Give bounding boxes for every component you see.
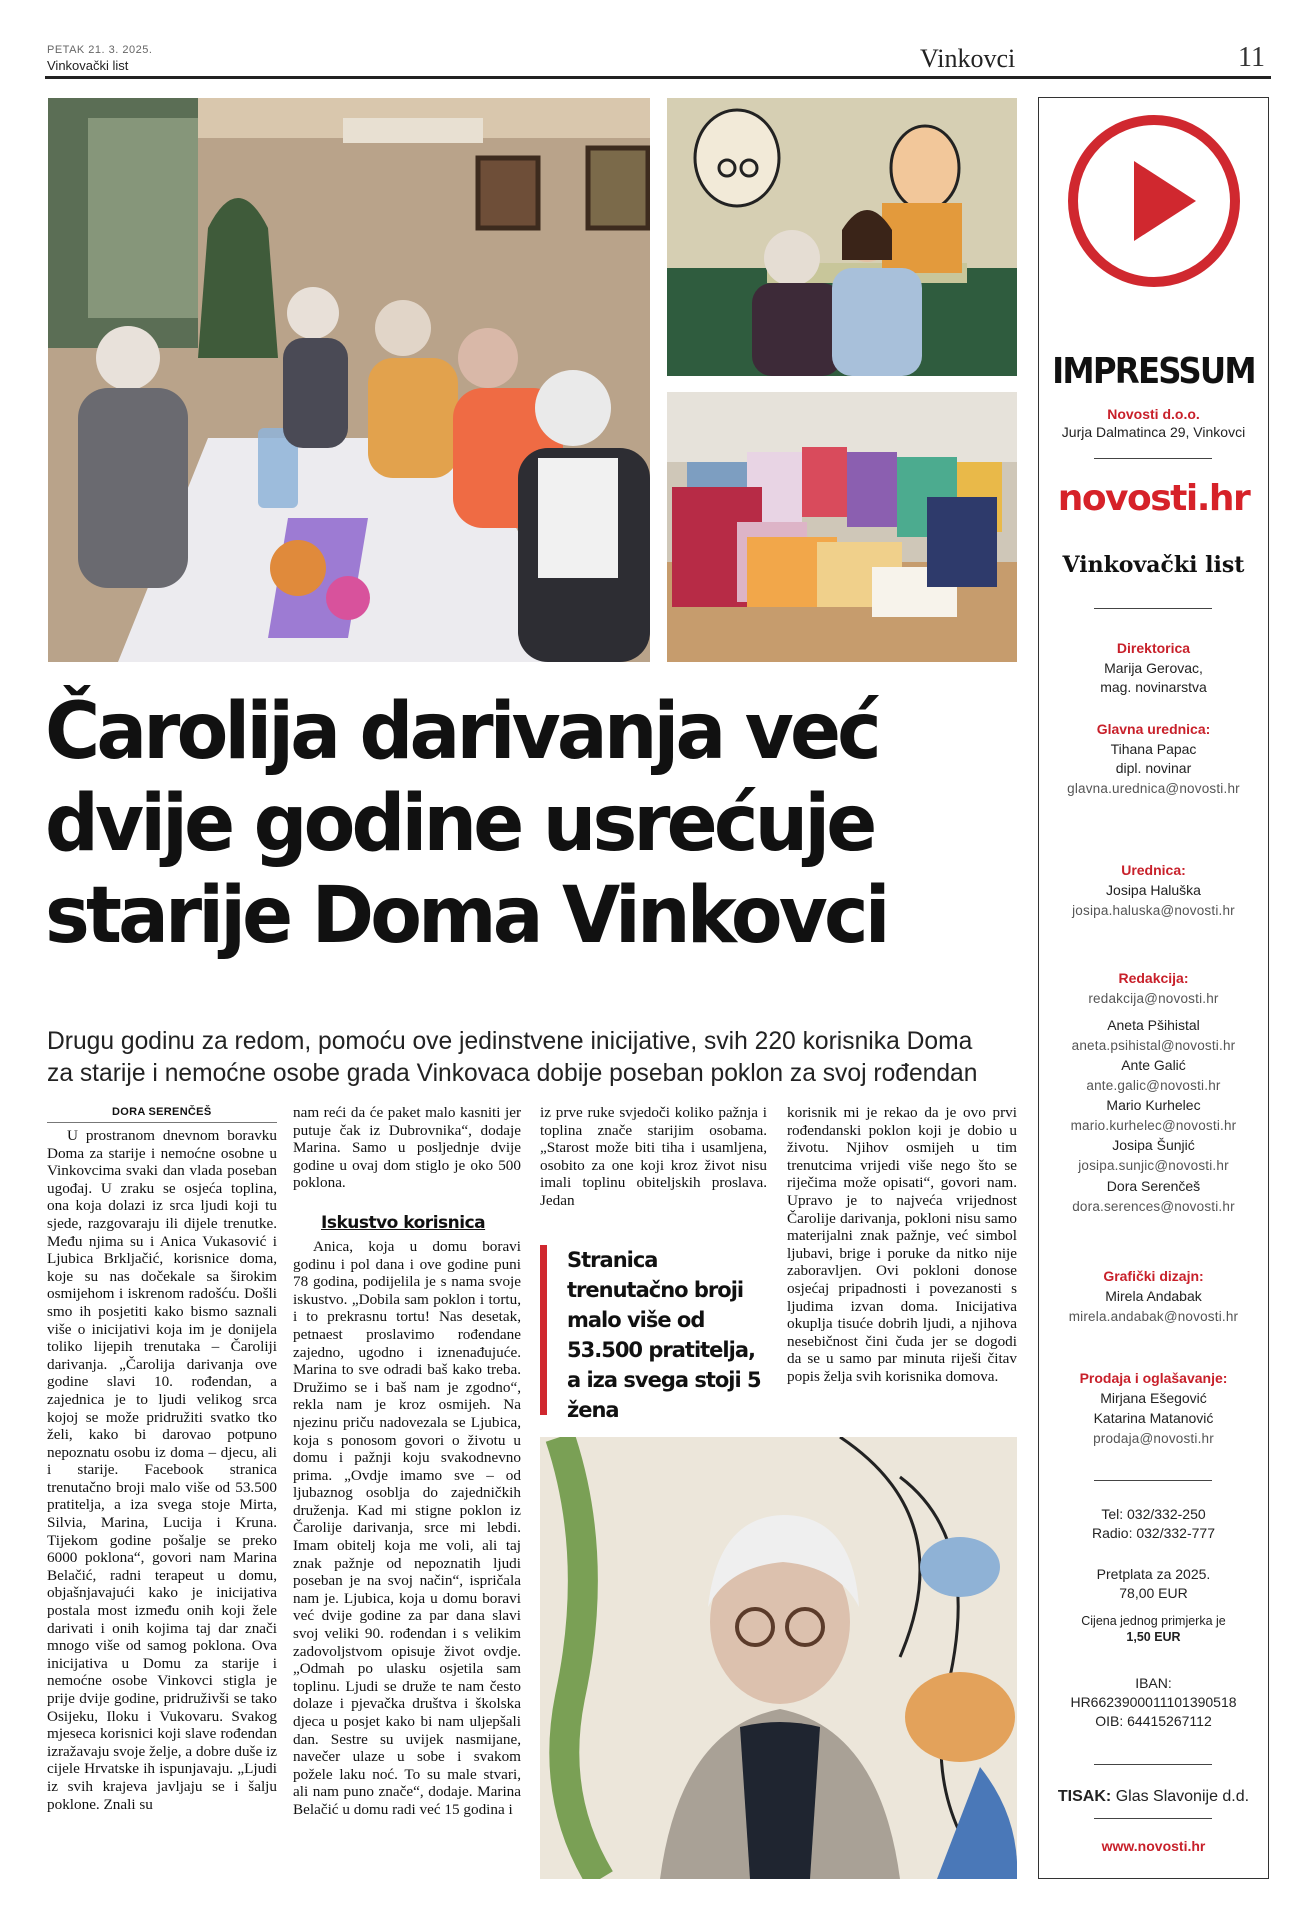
deck-line-2: za starije i nemoćne osobe grada Vinkovaca dobije poseban poklon za svoj rođendan [47, 1059, 978, 1087]
newsroom-email[interactable]: redakcija@novosti.hr [1088, 991, 1219, 1006]
subscription-label: Pretplata za 2025. [1096, 1566, 1211, 1582]
single-copy-price: 1,50 EUR [1126, 1630, 1181, 1644]
staff-email[interactable]: ante.galic@novosti.hr [1086, 1078, 1221, 1093]
publication-name: Vinkovački list [47, 58, 129, 73]
chief-editor-label: Glavna urednica: [1096, 721, 1211, 737]
company-name: Novosti d.o.o. [1107, 406, 1200, 422]
staff-name: Mario Kurhelec [1106, 1097, 1201, 1113]
website-link[interactable]: www.novosti.hr [1101, 1838, 1206, 1854]
sidebar-rule [1094, 458, 1212, 459]
vinkovacki-list-logo: Vinkovački list [1062, 552, 1245, 578]
editor-name: Josipa Haluška [1106, 882, 1201, 898]
iban-label: IBAN: [1135, 1675, 1172, 1691]
print-name: Glas Slavonije d.d. [1115, 1788, 1250, 1805]
staff-email[interactable]: dora.serences@novosti.hr [1072, 1199, 1235, 1214]
headline-line-2: dvije godine usrećuje [45, 779, 874, 869]
single-copy-label: Cijena jednog primjerka je [1081, 1614, 1226, 1628]
column-2-text-b: Anica, koja u domu boravi godinu i pol dana i ove godine puni 78 godina, podijelila je s nama svoje iskustvo. „Dobila sam poklon i tortu, i to prekrasnu tortu! Nas desetak, petnaest proslavimo rođendane zajedno, ugodno i iznenađujuće. Marina to sve odradi baš kako treba. Družimo se i baš nam je zgodno“, rekla nam je kroz osmijeh. Na njezinu priču nadovezala se Ljubica, koja s ponosom govori o životu u domu i pažnji koju svakodnevno prima. „Ovdje imamo sve – od ljubaznog osoblja do zajedničkih druženja. Kad mi stigne poklon iz Čarolije darivanja, srce mi lebdi. Imam obitelj koja me voli, ali taj znak pažnje od nepoznatih ljudi poseban je na svoj način“, ispričala nam je. Ljubica, koja u domu boravi već dvije godine za par dana slavi svoj veliki 90. rođendan i s velikim zadovoljstvom opisuje život ovdje. „Odmah po ulasku osjetila sam toplinu. Ljudi se druže te nam često dolaze i pjevačka društva i školska djeca u posjet kako bi nam uljepšali dan. Sestre su uvijek nasmijane, navečer ulaze u sobe i svakom požele laku noć. To su male stvari, ali nam puno znače“, dodaje. Marina Belačić u domu radi već 15 godina i [293, 1237, 521, 1818]
play-button-icon[interactable] [1064, 111, 1244, 291]
company-address: Jurja Dalmatinca 29, Vinkovci [1061, 424, 1246, 440]
newsroom-label: Redakcija: [1118, 970, 1189, 986]
article-column-2 [293, 1104, 521, 1819]
novosti-logo: novosti.hr [1057, 478, 1250, 519]
impressum-title: IMPRESSUM [1052, 351, 1255, 392]
sales-name-1: Mirjana Ešegović [1100, 1390, 1207, 1406]
pull-quote-bar [540, 1245, 547, 1415]
print-info [1038, 1788, 1269, 1806]
staff-email[interactable]: aneta.psihistal@novosti.hr [1071, 1038, 1236, 1053]
sales-label: Prodaja i oglašavanje: [1079, 1370, 1228, 1386]
article-headline [45, 686, 1000, 962]
sales-email[interactable]: prodaja@novosti.hr [1093, 1431, 1214, 1446]
pull-quote: Stranica trenutačno broji malo više od 53.500 pratitelja, a iza svega stoji 5 žena [567, 1248, 761, 1422]
page-number: 11 [1238, 42, 1265, 73]
section-name: Vinkovci [920, 44, 1016, 73]
column-2-text-a: nam reći da će paket malo kasniti jer putuje čak iz Dubrovnika“, dodaje Marina. Samo u posljednje dvije godine u ovaj dom stiglo je oko 500 poklona. [293, 1104, 521, 1192]
article-column-3 [540, 1104, 767, 1210]
byline-rule [47, 1122, 277, 1123]
photo-mural-two-women [667, 98, 1017, 376]
sidebar-rule [1094, 1764, 1212, 1765]
design-label: Grafički dizajn: [1103, 1268, 1204, 1284]
oib-number: OIB: 64415267112 [1095, 1713, 1212, 1729]
director-name: Marija Gerovac, [1104, 660, 1203, 676]
staff-email[interactable]: mario.kurhelec@novosti.hr [1070, 1118, 1237, 1133]
column-3-text: iz prve ruke svjedoči koliko pažnja i toplina znače starijim osobama. „Starost može biti tiha i usamljena, osobito za one koji kroz život nisu imali toplinu obiteljskih proslava. Jedan [540, 1104, 767, 1209]
column-1-text: U prostranom dnevnom boravku Doma za starije i nemoćne osobne u Vinkovcima svaki dan vlada poseban ugođaj. U zraku se osjeća toplina, ona koja dolazi iz srca ljudi koji tu sjede, razgovaraju ili dijele trenutke. Među njima su i Anica Vukasović i Ljubica Brkljačić, korisnice doma, koje su nas dočekale sa širokim osmijehom i iskrenom radošću. Došli smo ih posjetiti kako bismo saznali više o inicijativi koja im je donijela toliko lijepih trenutaka – Čaroliji darivanja. „Čarolija darivanja ove godine slavi 10. rođendan, a zajednica je to ljudi velikog srca kojoj se može pridružiti svatko tko želi, kako bi darovao potpuno nepoznatu osobu iz doma – djecu, ali i starije. Facebook stranica trenutačno broji malo više od 53.500 pratitelja, a iza svega stoje Mirta, Silvia, Marina, Lucija i Kruna. Tijekom godine pošalje se preko 6000 poklona“, govori nam Marina Belačić, radni terapeut u domu, objašnjavajući kako je inicijativa postala most između onih koji žele darivati i onih kojima taj dar znači mnogo više od samog poklona. Ova inicijativa u Domu za starije i nemoćne osobe Vinkovci stigla je prije dvije godine, pridruživši se tako Osijeku, Iloku i Vukovaru. Svakog mjeseca korisnici koji slave rođendan izražavaju svoje želje, a dobre duše iz cijele Hrvatske ih ispunjavaju. „Ljudi iz svih krajeva javljaju se i šalju poklone. Znali su [47, 1127, 277, 1813]
photo-portrait-ljubica [540, 1437, 1017, 1879]
photo-gifts [667, 392, 1017, 662]
director-title: mag. novinarstva [1100, 679, 1207, 695]
photo-residents-toast [48, 98, 650, 662]
phone: Tel: 032/332-250 [1101, 1506, 1206, 1522]
staff-name: Dora Serenčeš [1106, 1178, 1201, 1194]
print-label: TISAK: [1057, 1788, 1112, 1805]
header-rule [45, 76, 1271, 79]
subscription-price: 78,00 EUR [1119, 1585, 1188, 1601]
issue-date: PETAK 21. 3. 2025. [47, 44, 153, 56]
article-column-4 [787, 1104, 1017, 1386]
staff-name: Josipa Šunjić [1112, 1137, 1195, 1153]
editor-label: Urednica: [1121, 862, 1186, 878]
chief-editor-name: Tihana Papac [1110, 741, 1197, 757]
staff-name: Aneta Pšihistal [1107, 1017, 1200, 1033]
article-column-1 [47, 1127, 277, 1813]
design-email[interactable]: mirela.andabak@novosti.hr [1068, 1309, 1239, 1324]
editor-email[interactable]: josipa.haluska@novosti.hr [1072, 903, 1235, 918]
sales-name-2: Katarina Matanović [1093, 1410, 1214, 1426]
headline-line-1: Čarolija darivanja već [45, 687, 878, 777]
iban-number: HR6623900011101390518 [1070, 1694, 1237, 1710]
sidebar-rule [1094, 608, 1212, 609]
radio-phone: Radio: 032/332-777 [1092, 1525, 1215, 1541]
chief-editor-email[interactable]: glavna.urednica@novosti.hr [1067, 781, 1240, 796]
design-name: Mirela Andabak [1105, 1288, 1202, 1304]
chief-editor-title: dipl. novinar [1115, 760, 1192, 776]
sidebar-rule [1094, 1480, 1212, 1481]
headline-line-3: starije Doma Vinkovci [45, 871, 887, 961]
deck-line-1: Drugu godinu za redom, pomoću ove jedinstvene inicijative, svih 220 korisnika Doma [47, 1027, 973, 1055]
staff-email[interactable]: josipa.sunjic@novosti.hr [1078, 1158, 1229, 1173]
sidebar-rule [1094, 1818, 1212, 1819]
staff-name: Ante Galić [1121, 1057, 1186, 1073]
article-subhead: Iskustvo korisnica [321, 1213, 486, 1233]
column-4-text: korisnik mi je rekao da je ovo prvi rođendanski poklon koji je dobio u životu. Njihov osmijeh u tim trenutcima vrijedi više nego što se riječima može opisati“, govori nam. Upravo je to najveća vrijednost Čarolije darivanja, pokloni nisu samo materijalni znak pažnje, već simbol ljubavi, brige i poruke da nitko nije zaboravljen. Ovi pokloni donose osjećaj pripadnosti i povezanosti s ljudima izvan doma. Inicijativa okuplja tisuće dobrih ljudi, a njihova nesebičnost čini čuda jer se dogodi da se u samo par minuta riješi čitav popis želja svih korisnika domova. [787, 1104, 1017, 1385]
article-deck [47, 1025, 1022, 1089]
byline: DORA SERENČEŠ [112, 1106, 212, 1118]
director-label: Direktorica [1116, 640, 1191, 656]
